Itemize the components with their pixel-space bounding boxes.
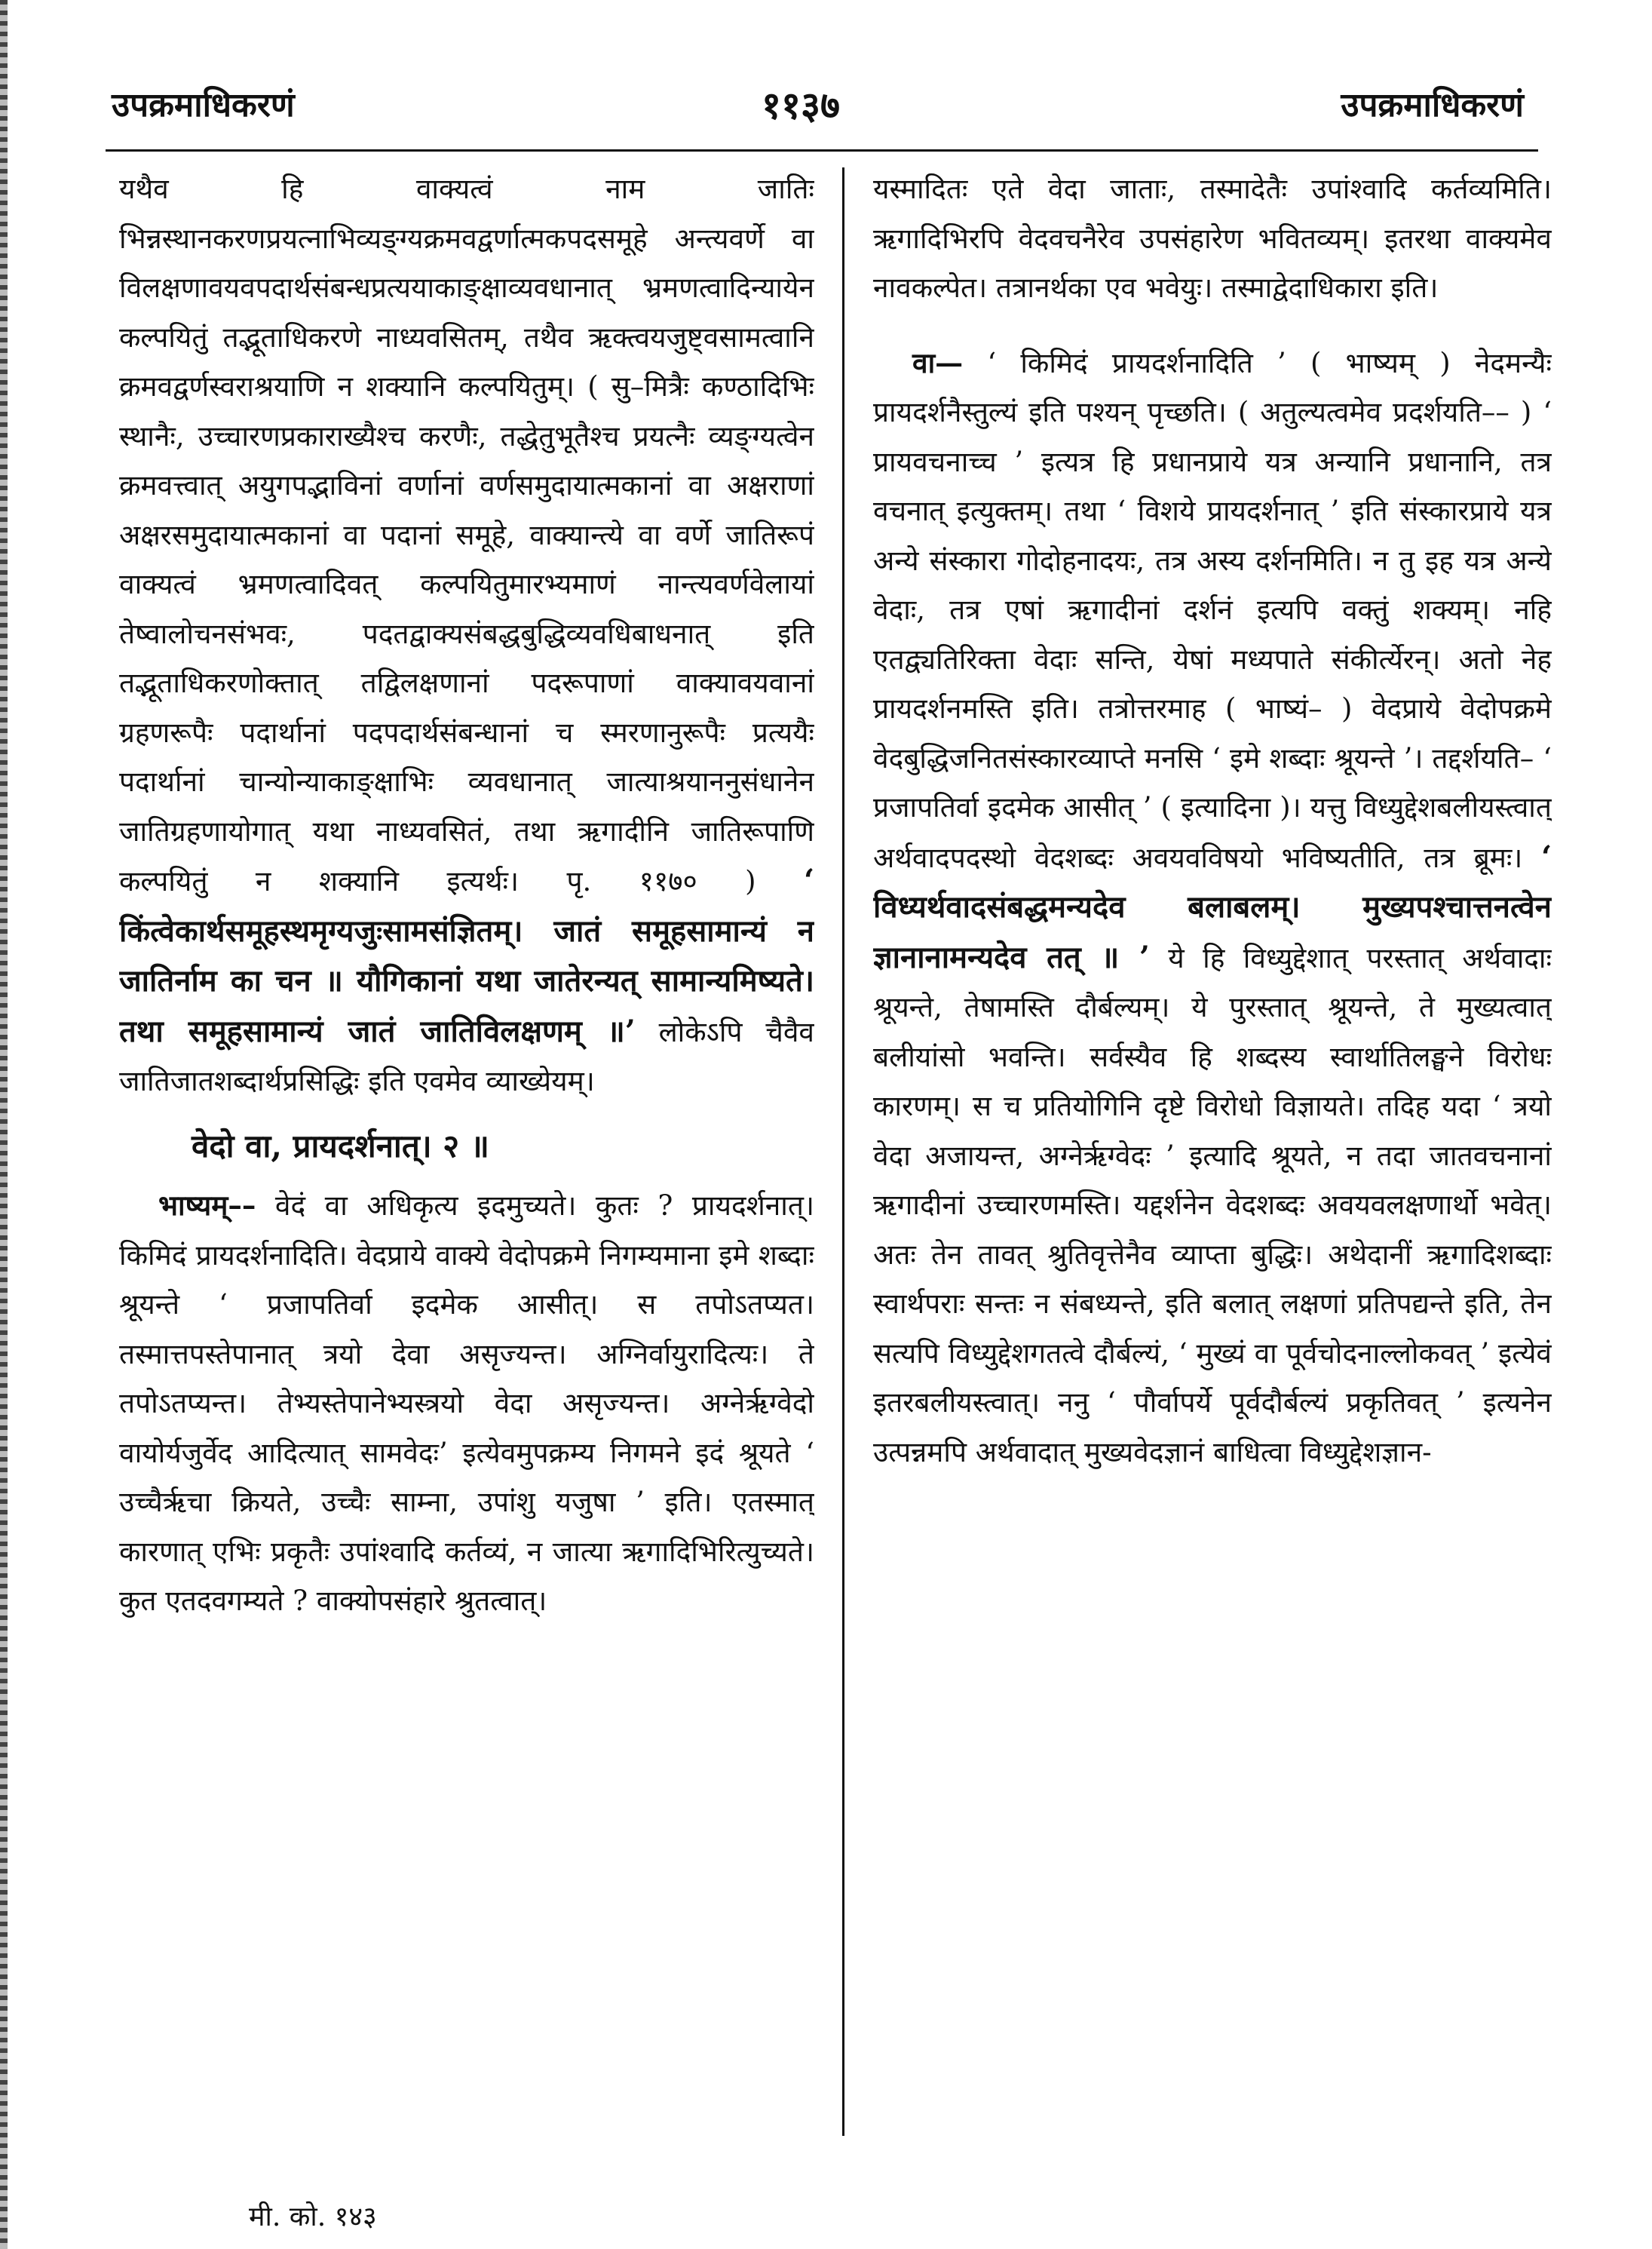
right-p2-tail: ये हि विध्युद्देशात् परस्तात् अर्थवादाः श्रूयन्ते, तेषामस्ति दौर्बल्यम्। ये पुरस्तात् श्रूयन्ते, ते मुख्यत्वात् बलीयांसो भवन्ति। सर्वस्यैव हि शब्दस्य स्वार्थातिलङ्घने विरोधः कारणम्। स च प्रतियोगिनि दृष्टे विरोधो विज्ञायते। तदिह यदा ‘ त्रयो वेदा अजायन्त, अग्नेर्ऋग्वेदः ’ इत्यादि श्रूयते, न तदा जातवचनानां ऋगादीनां उच्चारणमस्ति। यद्दर्शनेन वेदशब्दः अवयवलक्षणार्थो भवेत्। अतः तेन तावत् श्रुतिवृत्तेनैव व्याप्ता बुद्धिः। अथेदानीं ऋगादिशब्दाः स्वार्थपराः सन्तः न संबध्यन्ते, इति बलात् लक्षणां प्रतिपद्यन्ते इति, तेन सत्यपि विध्युद्देशगतत्वे दौर्बल्यं, ‘ मुख्यं वा पूर्वचोदनाल्लोकवत् ’ इत्येवं इतरबलीयस्त्वात्। ननु ‘ पौर्वापर्ये पूर्वदौर्बल्यं प्रकृतिवत् ’ इत्यनेन उत्पन्नमपि अर्थवादात् मुख्यवेदज्ञानं बाधित्वा विध्युद्देशज्ञान- xyxy=(873,941,1552,1468)
column-divider xyxy=(842,167,844,2136)
bhashya-paragraph xyxy=(119,1181,814,1626)
scan-edge-shadow xyxy=(0,0,8,2249)
vartika-label: वा— xyxy=(912,345,964,379)
left-p1-verse-quote: ‘ किंत्वेकार्थसमूहस्थमृग्यजुःसामसंज्ञितम्। जातं समूहसामान्यं न जातिर्नाम का चन ॥ यौगिकानां यथा जातेरन्यत् सामान्यमिष्यते। तथा समूहसामान्यं जातं जातिविलक्षणम् ॥’ xyxy=(119,863,814,1049)
right-paragraph-2 xyxy=(873,339,1552,1477)
running-head-right: उपक्रमाधिकरणं xyxy=(1341,86,1524,124)
left-column xyxy=(119,164,814,2136)
left-p1-text: यथैव हि वाक्यत्वं नाम जातिः भिन्नस्थानकरणप्रयत्नाभिव्यङ्ग्यक्रमवद्वर्णात्मकपदसमूहे अन्त्यवर्णे वा विलक्षणावयवपदार्थसंबन्धप्रत्ययाकाङ्क्षाव्यवधानात् भ्रमणत्वादिन्यायेन कल्पयितुं तद्भूताधिकरणे नाध्यवसितम्, तथैव ऋक्त्वयजुष्ट्वसामत्वानि क्रमवद्वर्णस्वराश्रयाणि न शक्यानि कल्पयितुम्। ( सु–मित्रैः कण्ठादिभिः स्थानैः, उच्चारणप्रकाराख्यैश्च करणैः, तद्धेतुभूतैश्च प्रयत्नैः व्यङ्ग्यत्वेन क्रमवत्त्वात् अयुगपद्भाविनां वर्णानां वर्णसमुदायात्मकानां वा अक्षराणां अक्षरसमुदायात्मकानां वा पदानां समूहे, वाक्यान्त्ये वा वर्णे जातिरूपं वाक्यत्वं भ्रमणत्वादिवत् कल्पयितुमारभ्यमाणं नान्त्यवर्णवेलायां तेष्वालोचनसंभवः, पदतद्वाक्यसंबद्धबुद्धिव्यवधिबाधनात् इति तद्भूताधिकरणोक्तात् तद्विलक्षणानां पदरूपाणां वाक्यावयवानां ग्रहणरूपैः पदार्थानां पदपदार्थसंबन्धानां च स्मरणानुरूपैः प्रत्ययैः पदार्थानां चान्योन्याकाङ्क्षाभिः व्यवधानात् जात्याश्रयाननुसंधानेन जातिग्रहणायोगात् यथा नाध्यवसितं, तथा ऋगादीनि जातिरूपाणि कल्पयितुं न शक्यानि इत्यर्थः। पृ. ११७० ) xyxy=(119,173,814,897)
right-column xyxy=(873,164,1552,2136)
header-rule xyxy=(106,149,1538,152)
left-paragraph-1 xyxy=(119,164,814,1106)
right-paragraph-1: यस्मादितः एते वेदा जाताः, तस्मादेतैः उपांश्वादि कर्तव्यमिति। ऋगादिभिरपि वेदवचनैरेव उपसंहारेण भवितव्यम्। इतरथा वाक्यमेव नावकल्पेत। तत्रानर्थका एव भवेयुः। तस्माद्वेदाधिकारा इति। xyxy=(873,173,1552,304)
running-head-left: उपक्रमाधिकरणं xyxy=(112,86,295,124)
right-p2-verse-quote: ‘ विध्यर्थवादसंबद्धमन्यदेव बलाबलम्। मुख्यपश्चात्तनत्वेन ज्ञानानामन्यदेव तत् ॥ ’ xyxy=(873,839,1552,975)
bhashya-text: वेदं वा अधिकृत्य इदमुच्यते। कुतः ? प्रायदर्शनात्। किमिदं प्रायदर्शनादिति। वेदप्राये वाक्ये वेदोपक्रमे निगम्यमाना इमे शब्दाः श्रूयन्ते ‘ प्रजापतिर्वा इदमेक आसीत्। स तपोऽतप्यत। तस्मात्तपस्तेपानात् त्रयो देवा असृज्यन्त। अग्निर्वायुरादित्यः। ते तपोऽतप्यन्त। तेभ्यस्तेपानेभ्यस्त्रयो वेदा असृज्यन्त। अग्नेर्ऋग्वेदो वायोर्यजुर्वेद आदित्यात् सामवेदः’ इत्येवमुपक्रम्य निगमने इदं श्रूयते ‘ उच्चैर्ऋचा क्रियते, उच्चैः साम्ना, उपांशु यजुषा ’ इति। एतस्मात् कारणात् एभिः प्रकृतैः उपांश्वादि कर्तव्यं, न जात्या ऋगादिभिरित्युच्यते। कुत एतदवगम्यते ? वाक्योपसंहारे श्रुतत्वात्। xyxy=(119,1189,814,1617)
sutra-heading: वेदो वा, प्रायदर्शनात्। २ ॥ xyxy=(192,1127,489,1164)
page-number: ११३७ xyxy=(762,83,840,127)
right-p2-text: ‘ किमिदं प्रायदर्शनादिति ’ ( भाष्यम् ) नेदमन्यैः प्रायदर्शनैस्तुल्यं इति पश्यन् पृच्छति। ( अतुल्यत्वमेव प्रदर्शयति–– ) ‘ प्रायवचनाच्च ’ इत्यत्र हि प्रधानप्राये यत्र अन्यानि प्रधानानि, तत्र वचनात् इत्युक्तम्। तथा ‘ विशये प्रायदर्शनात् ’ इति संस्कारप्राये यत्र अन्ये संस्कारा गोदोहनादयः, तत्र अस्य दर्शनमिति। न तु इह यत्र अन्ये वेदाः, तत्र एषां ऋगादीनां दर्शनं इत्यपि वक्तुं शक्यम्। नहि एतद्व्यतिरिक्ता वेदाः सन्ति, येषां मध्यपाते संकीर्त्येरन्। अतो नेह प्रायदर्शनमस्ति इति। तत्रोत्तरमाह ( भाष्यं– ) वेदप्राये वेदोपक्रमे वेदबुद्धिजनितसंस्कारव्याप्ते मनसि ‘ इमे शब्दाः श्रूयन्ते ’। तद्दर्शयति– ‘ प्रजापतिर्वा इदमेक आसीत् ’ ( इत्यादिना )। यत्तु विध्युद्देशबलीयस्त्वात् अर्थवादपदस्थो वेदशब्दः अवयवविषयो भविष्यतीति, तत्र ब्रूमः। xyxy=(873,346,1552,874)
signature-mark: मी. को. १४३ xyxy=(249,2201,377,2232)
left-p1-tail: लोकेऽपि चैवैव जातिजातशब्दार्थप्रसिद्धिः इति एवमेव व्याख्येयम्। xyxy=(119,1015,814,1097)
bhashya-label: भाष्यम्–– xyxy=(158,1189,256,1222)
